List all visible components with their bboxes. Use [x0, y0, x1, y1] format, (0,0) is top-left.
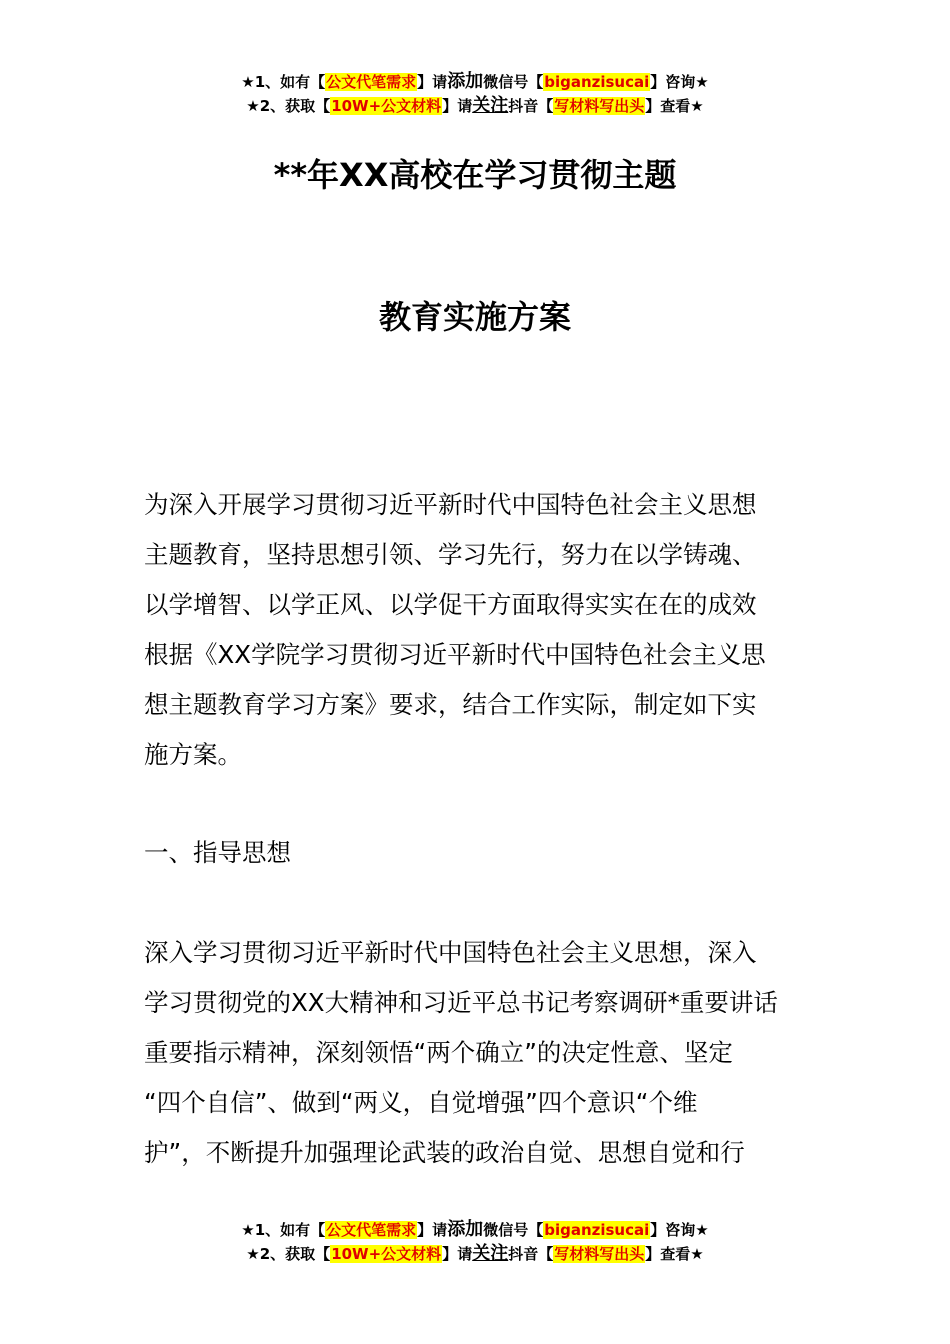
intro-paragraph [144, 480, 812, 780]
bottom-banner [0, 1218, 950, 1266]
intro-line: 想主题教育学习方案》要求，结合工作实际，制定如下实 [144, 690, 757, 719]
highlight-materials: 10W+公文材料 [331, 1245, 442, 1263]
document-title-line-2: 教育实施方案 [378, 298, 571, 336]
highlight-douyin-account: 写材料写出头 [554, 97, 645, 115]
intro-line: 施方案。 [144, 740, 242, 769]
banner-line-1: ★1、如有【公文代笔需求】请添加微信号【biganzisucai】咨询★ [241, 1219, 709, 1240]
highlight-wechat-id: biganzisucai [544, 1221, 650, 1239]
intro-line: 根据《XX学院学习贯彻习近平新时代中国特色社会主义思 [144, 640, 766, 669]
highlight-materials: 10W+公文材料 [331, 97, 442, 115]
intro-line: 主题教育，坚持思想引领、学习先行，努力在以学铸魂、 [144, 540, 757, 569]
section1-line: 深入学习贯彻习近平新时代中国特色社会主义思想，深入 [144, 938, 757, 967]
highlight-douyin-account: 写材料写出头 [554, 1245, 645, 1263]
highlight-service: 公文代笔需求 [326, 73, 417, 91]
section1-line: “四个自信”、做到“两义，自觉增强”四个意识“个维 [144, 1088, 698, 1117]
section1-line: 学习贯彻党的XX大精神和习近平总书记考察调研*重要讲话 [144, 988, 778, 1017]
section1-line: 护”，不断提升加强理论武装的政治自觉、思想自觉和行 [144, 1138, 745, 1167]
banner-line-2: ★2、获取【10W+公文材料】请关注抖音【写材料写出头】查看★ [246, 95, 704, 116]
top-banner [0, 70, 950, 118]
banner-line-2: ★2、获取【10W+公文材料】请关注抖音【写材料写出头】查看★ [246, 1243, 704, 1264]
section1-line: 重要指示精神，深刻领悟“两个确立”的决定性意、坚定 [144, 1038, 733, 1067]
document-title-line-1: **年XX高校在学习贯彻主题 [273, 156, 677, 194]
highlight-service: 公文代笔需求 [326, 1221, 417, 1239]
banner-line-1: ★1、如有【公文代笔需求】请添加微信号【biganzisucai】咨询★ [241, 71, 709, 92]
section1-paragraph [144, 928, 812, 1178]
intro-line: 以学增智、以学正风、以学促干方面取得实实在在的成效 [144, 590, 757, 619]
intro-line: 为深入开展学习贯彻习近平新时代中国特色社会主义思想 [144, 490, 757, 519]
section-heading-guiding-thought: 一、指导思想 [144, 838, 291, 867]
highlight-wechat-id: biganzisucai [544, 73, 650, 91]
